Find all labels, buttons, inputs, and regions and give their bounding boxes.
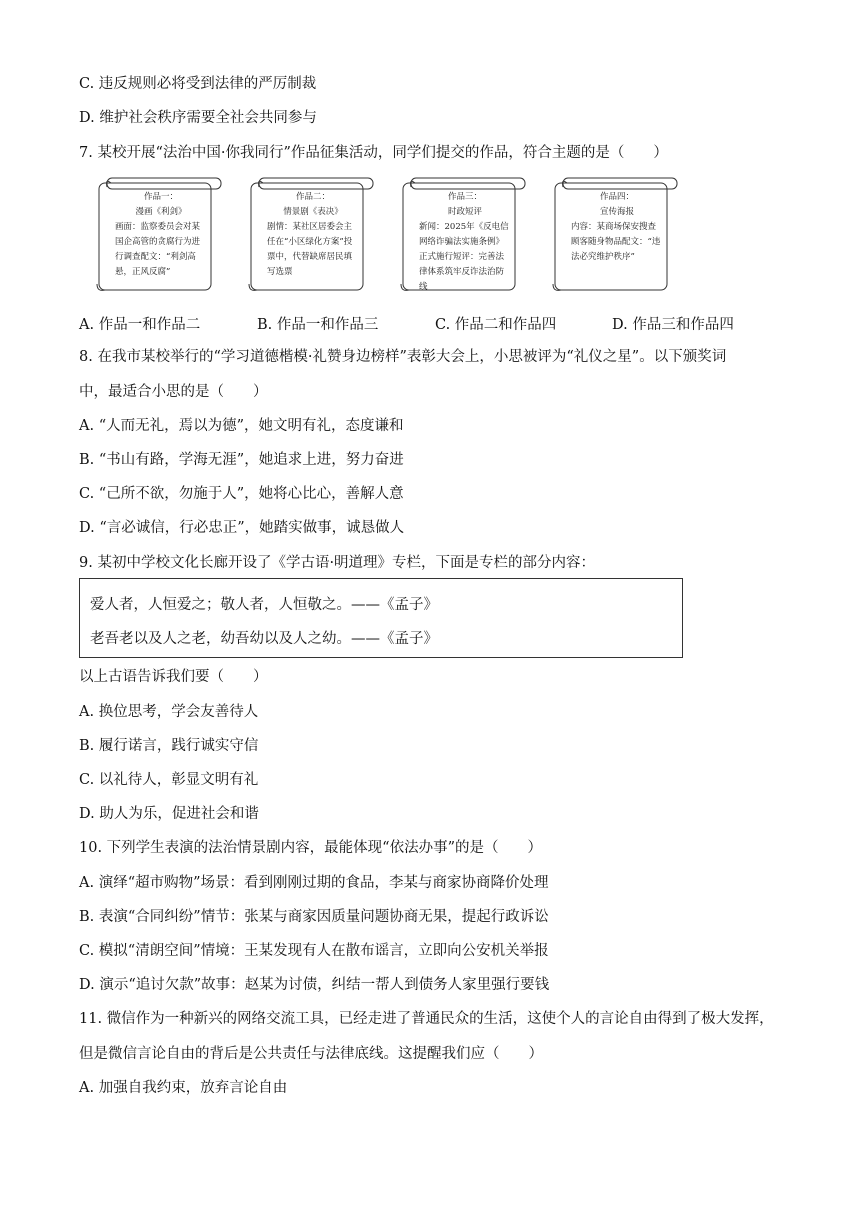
q11-stem-line2: 但是微信言论自由的背后是公共责任与法律底线。这提醒我们应（ ） xyxy=(79,1046,543,1062)
work-3-text xyxy=(419,190,511,295)
q7-option-d: D. 作品三和作品四 xyxy=(612,317,734,333)
work-2-text xyxy=(267,190,359,280)
q11-option-a: A. 加强自我约束，放弃言论自由 xyxy=(79,1080,288,1096)
work-3-subtitle: 时政短评 xyxy=(447,207,482,217)
q8-stem-line2: 中，最适合小思的是（ ） xyxy=(79,384,268,400)
q9-option-a: A. 换位思考，学会友善待人 xyxy=(79,704,259,720)
work-2-subtitle: 情景剧《表决》 xyxy=(283,207,343,217)
work-3-title: 作品三： xyxy=(447,192,482,202)
work-2-title: 作品二： xyxy=(295,192,330,202)
q7-option-c: C. 作品二和作品四 xyxy=(435,317,557,333)
q9-quote-box xyxy=(79,578,683,658)
work-4-title: 作品四： xyxy=(599,192,634,202)
q8-option-b: B. “书山有路，学海无涯”，她追求上进，努力奋进 xyxy=(79,452,404,468)
quote-1: 爱人者，人恒爱之；敬人者，人恒敬之。——《孟子》 xyxy=(90,597,438,613)
work-2-body: 剧情：某社区居委会主任在“小区绿化方案”投票中，代替缺席居民填写选票 xyxy=(267,222,353,277)
work-card-2 xyxy=(245,172,375,296)
q7-works xyxy=(79,172,719,300)
q9-stem: 9. 某初中学校文化长廊开设了《学古语·明道理》专栏，下面是专栏的部分内容： xyxy=(79,555,596,571)
work-1-text xyxy=(115,190,207,280)
q7-stem: 7. 某校开展“法治中国·你我同行”作品征集活动，同学们提交的作品，符合主题的是（ ） xyxy=(79,145,668,161)
work-4-body: 内容：某商场保安搜查顾客随身物品配文：“违法必究维护秩序” xyxy=(571,222,661,262)
work-1-body: 画面：监察委员会对某国企高管的贪腐行为进行调查配文：“利剑高悬，正风反腐” xyxy=(115,222,201,277)
q9-option-d: D. 助人为乐，促进社会和谐 xyxy=(79,806,259,822)
work-card-3 xyxy=(397,172,527,296)
q8-option-c: C. “己所不欲，勿施于人”，她将心比心，善解人意 xyxy=(79,486,404,502)
work-card-1 xyxy=(93,172,223,296)
q10-option-c: C. 模拟“清朗空间”情境：王某发现有人在散布谣言，立即向公安机关举报 xyxy=(79,943,549,959)
q6-option-d: D. 维护社会秩序需要全社会共同参与 xyxy=(79,110,317,126)
work-4-subtitle: 宣传海报 xyxy=(599,207,634,217)
q11-stem-line1: 11. 微信作为一种新兴的网络交流工具，已经走进了普通民众的生活，这使个人的言论自由得到了极大发挥， xyxy=(79,1011,774,1027)
q6-option-c: C. 违反规则必将受到法律的严厉制裁 xyxy=(79,76,317,92)
q10-option-d: D. 演示“追讨欠款”故事：赵某为讨债，纠结一帮人到债务人家里强行要钱 xyxy=(79,977,550,993)
q7-option-a: A. 作品一和作品二 xyxy=(79,317,201,333)
q10-option-a: A. 演绎“超市购物”场景：看到刚刚过期的食品，李某与商家协商降价处理 xyxy=(79,875,549,891)
q8-option-a: A. “人而无礼，焉以为德”，她文明有礼，态度谦和 xyxy=(79,418,404,434)
q9-option-c: C. 以礼待人，彰显文明有礼 xyxy=(79,772,259,788)
q10-option-b: B. 表演“合同纠纷”情节：张某与商家因质量问题协商无果，提起行政诉讼 xyxy=(79,909,549,925)
work-3-body: 新闻：2025年《反电信网络诈骗法实施条例》正式施行短评：完善法律体系筑牢反诈法治防线 xyxy=(419,222,509,292)
work-card-4 xyxy=(549,172,679,296)
work-4-text xyxy=(571,190,663,265)
q9-option-b: B. 履行诺言，践行诚实守信 xyxy=(79,738,259,754)
q8-option-d: D. “言必诚信，行必忠正”，她踏实做事，诚恳做人 xyxy=(79,520,405,536)
work-1-title: 作品一： xyxy=(143,192,178,202)
q9-question: 以上古语告诉我们要（ ） xyxy=(79,669,268,685)
q7-option-b: B. 作品一和作品三 xyxy=(257,317,379,333)
q8-stem-line1: 8. 在我市某校举行的“学习道德楷模·礼赞身边榜样”表彰大会上，小思被评为“礼仪之星”。以下颁奖词 xyxy=(79,349,727,365)
work-1-subtitle: 漫画《利剑》 xyxy=(135,207,187,217)
quote-2: 老吾老以及人之老，幼吾幼以及人之幼。——《孟子》 xyxy=(90,631,438,647)
q10-stem: 10. 下列学生表演的法治情景剧内容，最能体现“依法办事”的是（ ） xyxy=(79,840,542,856)
